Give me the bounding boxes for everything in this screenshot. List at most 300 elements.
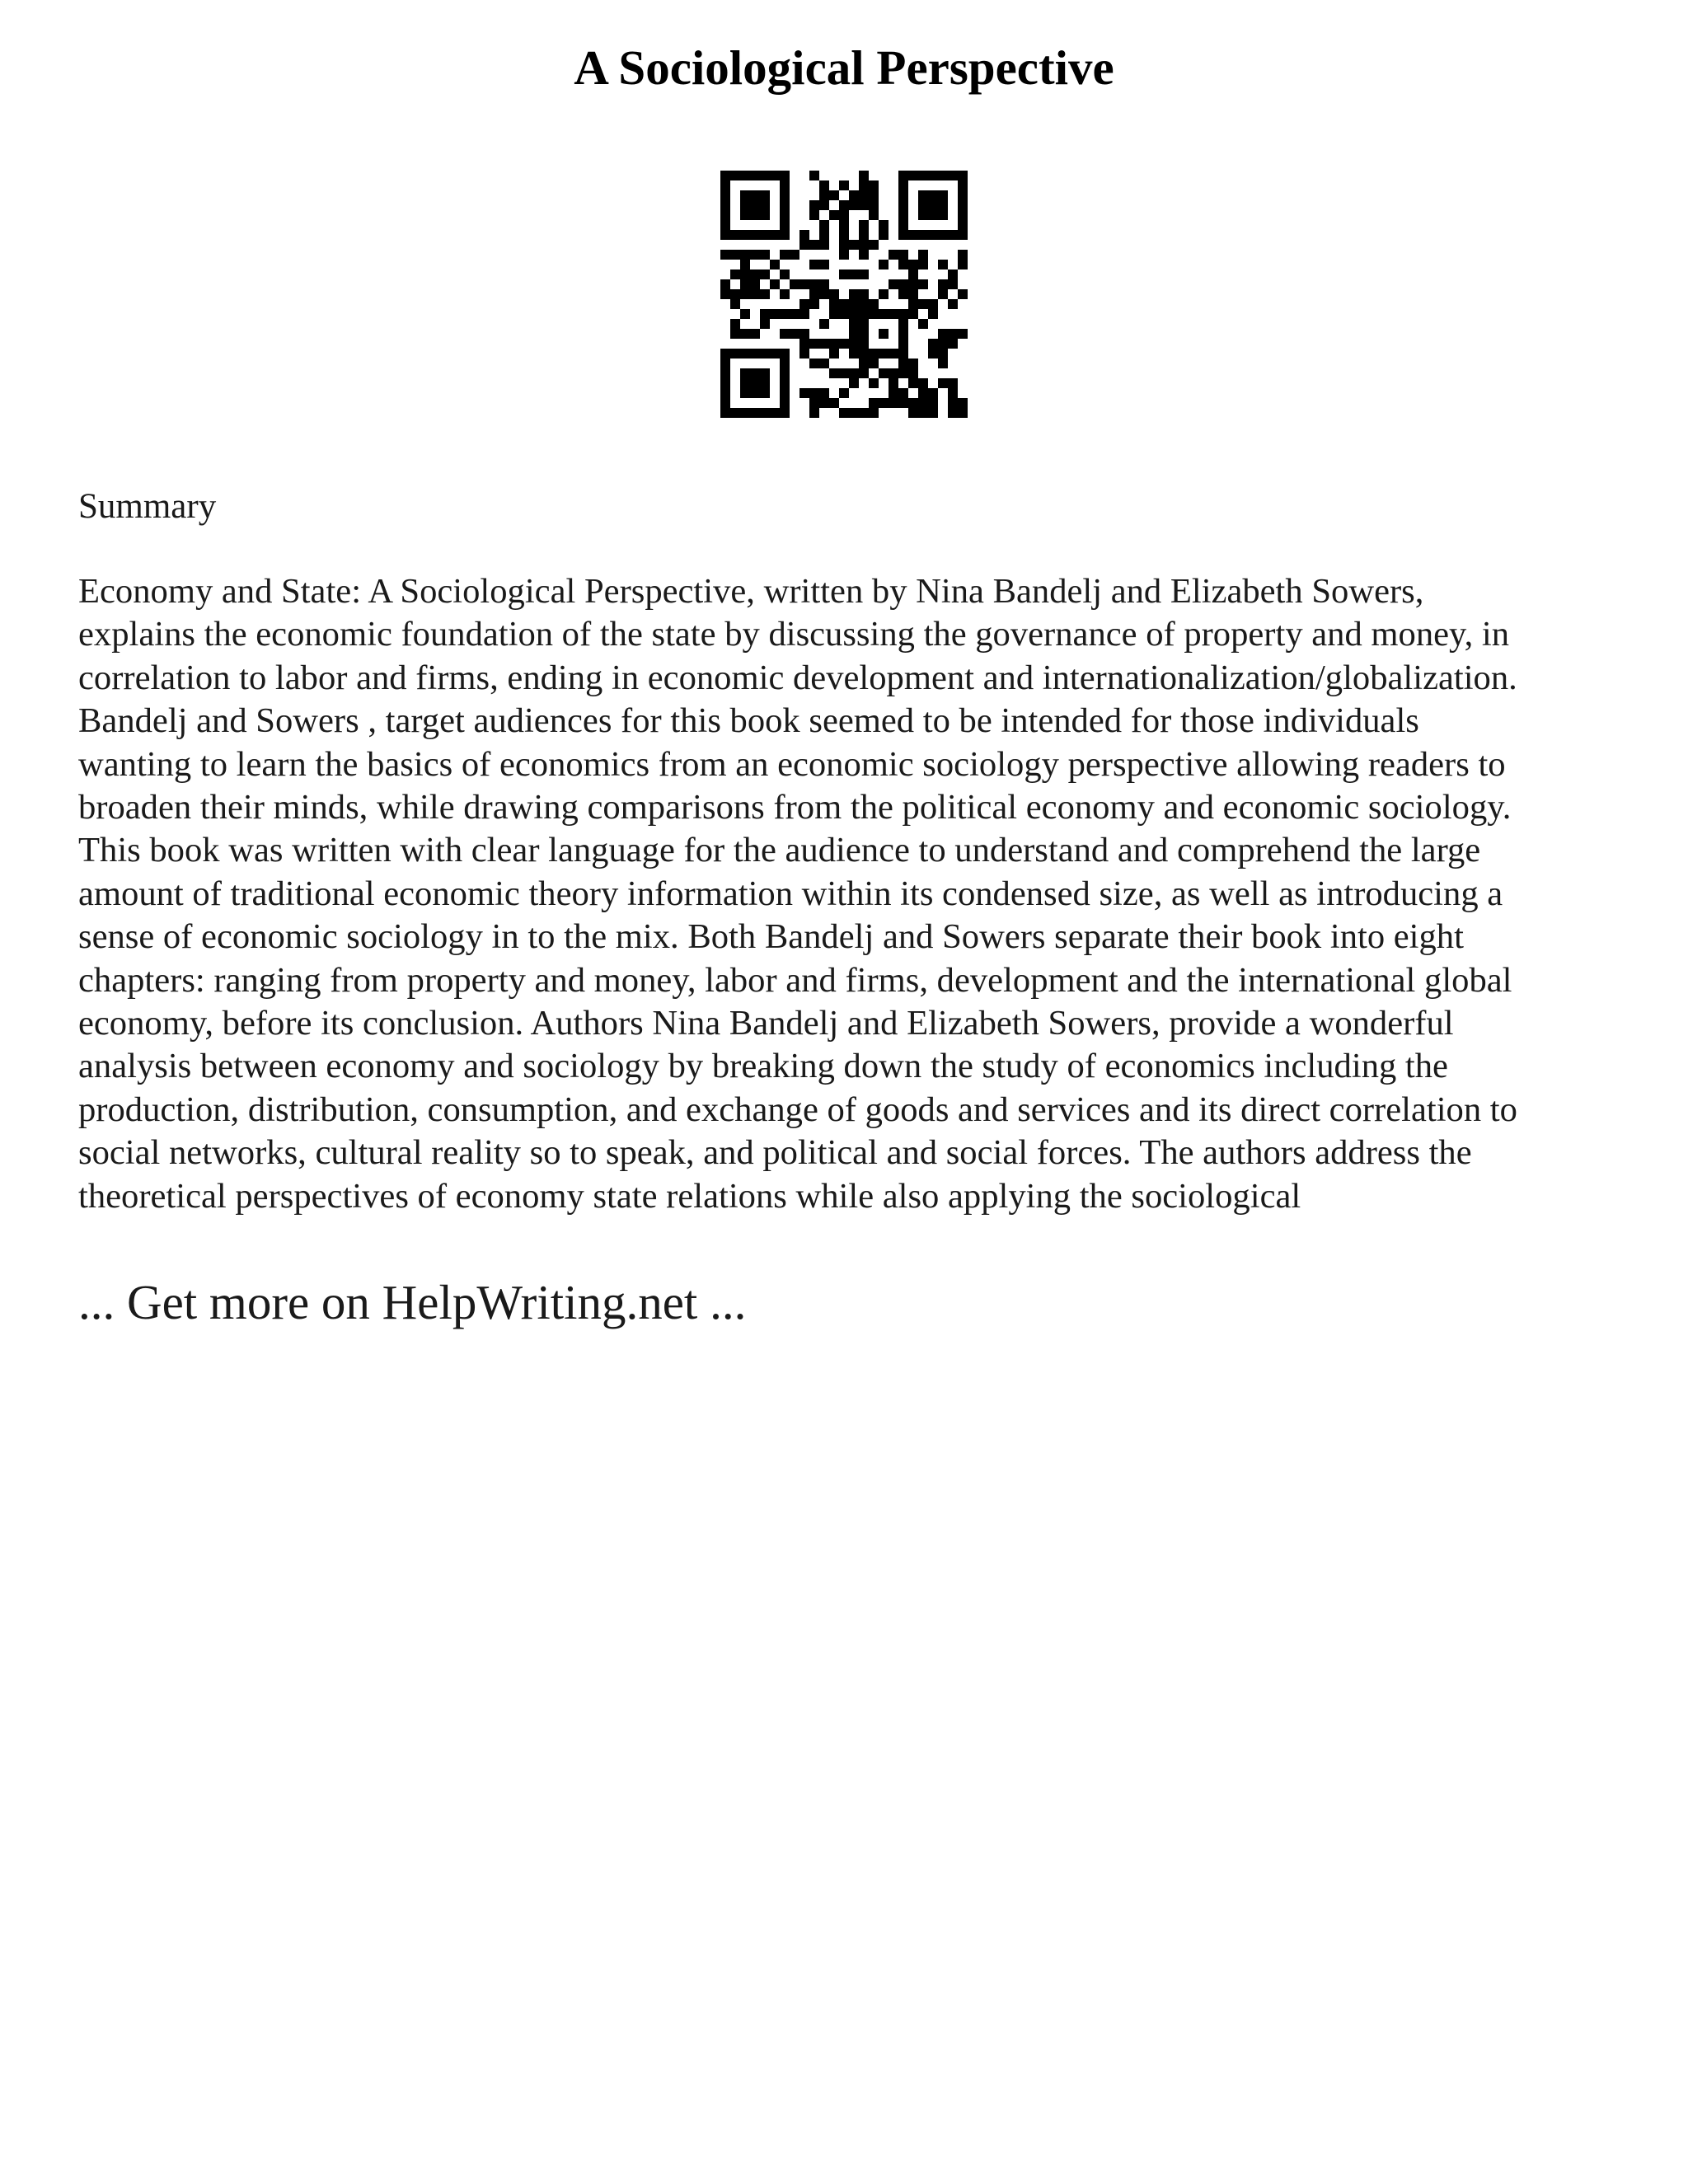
qr-module — [859, 200, 869, 210]
qr-module — [938, 279, 948, 289]
qr-module — [750, 388, 760, 398]
qr-module — [770, 349, 780, 359]
qr-module — [770, 279, 780, 289]
qr-module — [760, 190, 770, 200]
qr-module — [720, 378, 730, 388]
qr-module — [720, 368, 730, 378]
qr-module — [928, 171, 938, 180]
qr-module — [760, 200, 770, 210]
summary-line: correlation to labor and firms, ending in economic development and internationalization/globalization. — [78, 658, 1517, 697]
qr-module — [750, 408, 760, 418]
qr-module — [780, 359, 790, 368]
qr-module — [829, 210, 839, 220]
qr-module — [889, 388, 898, 398]
qr-module — [898, 210, 908, 220]
qr-module — [750, 378, 760, 388]
qr-module — [859, 230, 869, 240]
qr-module — [740, 388, 750, 398]
qr-module — [819, 220, 829, 230]
qr-module — [859, 289, 869, 299]
qr-module — [809, 398, 819, 408]
qr-module — [780, 329, 790, 339]
summary-line: broaden their minds, while drawing comparisons from the political economy and economic sociology. — [78, 788, 1512, 827]
qr-module — [958, 260, 968, 269]
qr-module — [849, 269, 859, 279]
qr-module — [938, 359, 948, 368]
qr-module — [898, 279, 908, 289]
qr-module — [799, 388, 809, 398]
qr-module — [750, 349, 760, 359]
qr-module — [760, 368, 770, 378]
qr-module — [740, 230, 750, 240]
qr-module — [809, 200, 819, 210]
summary-line: analysis between economy and sociology by breaking down the study of economics including the — [78, 1047, 1448, 1086]
qr-module — [760, 378, 770, 388]
qr-module — [908, 269, 918, 279]
qr-module — [898, 339, 908, 349]
qr-module — [780, 398, 790, 408]
qr-module — [839, 240, 849, 250]
qr-module — [879, 368, 889, 378]
qr-module — [809, 260, 819, 269]
qr-module — [908, 378, 918, 388]
summary-line: amount of traditional economic theory information within its condensed size, as well as introducing a — [78, 874, 1503, 913]
qr-module — [829, 339, 839, 349]
qr-module — [780, 171, 790, 180]
qr-module — [918, 299, 928, 309]
qr-module — [760, 289, 770, 299]
qr-module — [740, 408, 750, 418]
qr-module — [898, 190, 908, 200]
qr-module — [740, 171, 750, 180]
qr-module — [938, 230, 948, 240]
qr-module — [958, 220, 968, 230]
qr-module — [770, 260, 780, 269]
qr-module — [898, 250, 908, 260]
qr-module — [938, 378, 948, 388]
qr-module — [889, 398, 898, 408]
qr-module — [859, 349, 869, 359]
qr-module — [879, 220, 889, 230]
qr-module — [839, 269, 849, 279]
page-title: A Sociological Perspective — [574, 40, 1114, 95]
qr-module — [720, 210, 730, 220]
qr-module — [839, 309, 849, 319]
qr-module — [799, 240, 809, 250]
qr-module — [948, 230, 958, 240]
qr-module — [760, 319, 770, 329]
qr-module — [740, 190, 750, 200]
qr-module — [918, 279, 928, 289]
qr-module — [750, 230, 760, 240]
qr-module — [879, 309, 889, 319]
qr-module — [898, 260, 908, 269]
qr-module — [898, 319, 908, 329]
qr-module — [819, 359, 829, 368]
qr-module — [889, 368, 898, 378]
qr-module — [958, 190, 968, 200]
qr-module — [750, 289, 760, 299]
qr-module — [928, 388, 938, 398]
qr-module — [908, 171, 918, 180]
summary-line: explains the economic foundation of the state by discussing the governance of property and money, in — [78, 615, 1510, 654]
qr-module — [799, 279, 809, 289]
qr-module — [908, 260, 918, 269]
qr-module — [859, 240, 869, 250]
qr-module — [750, 269, 760, 279]
qr-module — [928, 200, 938, 210]
summary-line: Economy and State: A Sociological Perspective, written by Nina Bandelj and Elizabeth Sowers, — [78, 572, 1424, 611]
summary-line: wanting to learn the basics of economics from an economic sociology perspective allowing readers to — [78, 744, 1506, 784]
qr-module — [760, 349, 770, 359]
qr-module — [948, 339, 958, 349]
qr-module — [720, 398, 730, 408]
qr-module — [869, 200, 879, 210]
qr-module — [849, 349, 859, 359]
qr-module — [859, 339, 869, 349]
qr-module — [859, 220, 869, 230]
qr-module — [720, 250, 730, 260]
qr-module — [918, 408, 928, 418]
qr-module — [839, 230, 849, 240]
qr-module — [918, 250, 928, 260]
qr-module — [740, 309, 750, 319]
qr-module — [918, 388, 928, 398]
qr-module — [809, 299, 819, 309]
qr-module — [770, 171, 780, 180]
qr-module — [898, 220, 908, 230]
qr-module — [918, 210, 928, 220]
qr-module — [740, 269, 750, 279]
qr-module — [859, 319, 869, 329]
qr-module — [819, 279, 829, 289]
qr-module — [809, 388, 819, 398]
qr-module — [809, 339, 819, 349]
qr-module — [760, 250, 770, 260]
qr-module — [928, 349, 938, 359]
qr-module — [908, 289, 918, 299]
qr-module — [750, 329, 760, 339]
summary-line: Bandelj and Sowers , target audiences for this book seemed to be intended for those individuals — [78, 701, 1419, 741]
qr-module — [869, 359, 879, 368]
qr-module — [799, 339, 809, 349]
qr-module — [938, 190, 948, 200]
qr-module — [928, 210, 938, 220]
qr-module — [958, 250, 968, 260]
qr-module — [938, 210, 948, 220]
qr-module — [948, 269, 958, 279]
qr-module — [918, 230, 928, 240]
qr-module — [938, 200, 948, 210]
summary-line: social networks, cultural reality so to speak, and political and social forces. The authors address the — [78, 1133, 1472, 1173]
qr-module — [720, 359, 730, 368]
qr-module — [819, 260, 829, 269]
qr-module — [898, 309, 908, 319]
qr-module — [958, 408, 968, 418]
qr-module — [948, 408, 958, 418]
qr-module — [928, 339, 938, 349]
qr-module — [780, 200, 790, 210]
qr-module — [829, 309, 839, 319]
qr-module — [839, 250, 849, 260]
qr-module — [720, 388, 730, 398]
qr-module — [740, 289, 750, 299]
qr-module — [790, 279, 799, 289]
qr-module — [780, 408, 790, 418]
summary-line: theoretical perspectives of economy state relations while also applying the sociological — [78, 1176, 1301, 1216]
qr-module — [928, 408, 938, 418]
qr-module — [740, 279, 750, 289]
qr-module — [760, 388, 770, 398]
qr-module — [839, 180, 849, 190]
qr-module — [730, 289, 740, 299]
qr-module — [720, 279, 730, 289]
qr-module — [780, 289, 790, 299]
qr-module — [958, 200, 968, 210]
qr-module — [879, 260, 889, 269]
qr-module — [869, 309, 879, 319]
qr-module — [948, 279, 958, 289]
qr-module — [859, 368, 869, 378]
qr-module — [839, 210, 849, 220]
qr-module — [879, 230, 889, 240]
summary-line: production, distribution, consumption, and exchange of goods and services and its direct correlation to — [78, 1090, 1517, 1129]
qr-module — [849, 309, 859, 319]
qr-module — [849, 200, 859, 210]
qr-module — [938, 349, 948, 359]
qr-module — [780, 180, 790, 190]
qr-module — [918, 398, 928, 408]
qr-module — [928, 230, 938, 240]
qr-module — [849, 289, 859, 299]
qr-module — [898, 289, 908, 299]
qr-module — [898, 368, 908, 378]
qr-module — [958, 398, 968, 408]
qr-module — [898, 398, 908, 408]
qr-module — [918, 171, 928, 180]
qr-module — [770, 408, 780, 418]
qr-module — [760, 408, 770, 418]
qr-module — [898, 349, 908, 359]
qr-module — [730, 319, 740, 329]
qr-module — [740, 200, 750, 210]
qr-module — [908, 359, 918, 368]
qr-module — [869, 210, 879, 220]
qr-module — [898, 171, 908, 180]
qr-module — [799, 309, 809, 319]
summary-line: economy, before its conclusion. Authors Nina Bandelj and Elizabeth Sowers, provide a wonderful — [78, 1004, 1454, 1043]
qr-module — [740, 329, 750, 339]
qr-module — [889, 279, 898, 289]
qr-module — [869, 190, 879, 200]
qr-module — [750, 368, 760, 378]
qr-module — [740, 349, 750, 359]
qr-module — [730, 171, 740, 180]
qr-module — [958, 289, 968, 299]
qr-module — [720, 171, 730, 180]
qr-module — [898, 180, 908, 190]
qr-module — [740, 260, 750, 269]
qr-module — [928, 309, 938, 319]
qr-module — [948, 171, 958, 180]
qr-module — [819, 388, 829, 398]
qr-module — [829, 398, 839, 408]
qr-module — [859, 309, 869, 319]
qr-module — [760, 171, 770, 180]
get-more-link[interactable]: ... Get more on HelpWriting.net ... — [78, 1275, 747, 1329]
qr-module — [750, 190, 760, 200]
qr-module — [839, 299, 849, 309]
qr-module — [869, 408, 879, 418]
qr-module — [908, 398, 918, 408]
qr-module — [799, 230, 809, 240]
qr-module — [938, 339, 948, 349]
qr-module — [908, 309, 918, 319]
qr-module — [849, 408, 859, 418]
qr-module — [819, 180, 829, 190]
qr-module — [889, 250, 898, 260]
qr-module — [908, 368, 918, 378]
qr-module — [918, 190, 928, 200]
qr-module — [720, 408, 730, 418]
qr-module — [948, 329, 958, 339]
qr-module — [869, 299, 879, 309]
qr-module — [720, 190, 730, 200]
qr-module — [889, 309, 898, 319]
qr-module — [898, 359, 908, 368]
qr-module — [918, 260, 928, 269]
qr-module — [780, 210, 790, 220]
qr-module — [790, 309, 799, 319]
summary-line: This book was written with clear language for the audience to understand and comprehend the large — [78, 831, 1481, 870]
qr-module — [879, 349, 889, 359]
qr-module — [799, 349, 809, 359]
qr-module — [859, 190, 869, 200]
qr-module — [859, 359, 869, 368]
qr-module — [898, 329, 908, 339]
qr-module — [928, 299, 938, 309]
section-label: Summary — [78, 487, 217, 526]
qr-module — [839, 339, 849, 349]
qr-module — [730, 250, 740, 260]
qr-module — [948, 378, 958, 388]
qr-module — [829, 289, 839, 299]
qr-code-icon — [720, 171, 968, 418]
qr-module — [740, 210, 750, 220]
qr-module — [849, 319, 859, 329]
qr-module — [750, 210, 760, 220]
qr-module — [908, 408, 918, 418]
qr-module — [770, 309, 780, 319]
qr-module — [918, 200, 928, 210]
qr-module — [928, 398, 938, 408]
qr-module — [819, 289, 829, 299]
qr-module — [829, 368, 839, 378]
qr-module — [958, 210, 968, 220]
qr-module — [948, 388, 958, 398]
qr-module — [730, 269, 740, 279]
qr-module — [938, 171, 948, 180]
qr-module — [849, 190, 859, 200]
qr-module — [859, 269, 869, 279]
qr-module — [869, 398, 879, 408]
qr-module — [740, 368, 750, 378]
qr-module — [809, 359, 819, 368]
qr-module — [879, 289, 889, 299]
qr-module — [780, 309, 790, 319]
qr-module — [889, 378, 898, 388]
qr-module — [859, 171, 869, 180]
qr-module — [809, 289, 819, 299]
qr-module — [839, 220, 849, 230]
qr-module — [879, 329, 889, 339]
qr-module — [819, 200, 829, 210]
qr-module — [829, 190, 839, 200]
qr-module — [809, 408, 819, 418]
qr-module — [839, 200, 849, 210]
qr-module — [829, 299, 839, 309]
qr-module — [799, 299, 809, 309]
qr-module — [780, 250, 790, 260]
qr-module — [898, 230, 908, 240]
qr-module — [819, 190, 829, 200]
qr-module — [750, 200, 760, 210]
qr-module — [869, 180, 879, 190]
qr-module — [809, 240, 819, 250]
qr-module — [839, 408, 849, 418]
qr-module — [780, 378, 790, 388]
summary-line: sense of economic sociology in to the mix. Both Bandelj and Sowers separate their book into eight — [78, 917, 1464, 957]
qr-module — [780, 368, 790, 378]
qr-module — [869, 240, 879, 250]
qr-module — [809, 210, 819, 220]
qr-module — [720, 180, 730, 190]
qr-module — [819, 398, 829, 408]
qr-module — [938, 260, 948, 269]
qr-module — [730, 299, 740, 309]
qr-module — [898, 200, 908, 210]
qr-module — [889, 349, 898, 359]
qr-module — [780, 349, 790, 359]
qr-module — [938, 289, 948, 299]
qr-module — [760, 269, 770, 279]
qr-module — [720, 289, 730, 299]
qr-module — [819, 319, 829, 329]
qr-module — [918, 319, 928, 329]
qr-module — [839, 388, 849, 398]
qr-module — [730, 230, 740, 240]
qr-module — [859, 408, 869, 418]
qr-module — [720, 349, 730, 359]
qr-module — [730, 329, 740, 339]
qr-module — [720, 230, 730, 240]
qr-module — [928, 190, 938, 200]
qr-module — [869, 378, 879, 388]
qr-module — [908, 230, 918, 240]
qr-module — [730, 349, 740, 359]
qr-module — [780, 230, 790, 240]
qr-module — [859, 180, 869, 190]
summary-paragraph — [78, 570, 1628, 1218]
qr-module — [908, 279, 918, 289]
qr-module — [780, 220, 790, 230]
qr-module — [859, 329, 869, 339]
qr-module — [829, 349, 839, 359]
qr-module — [720, 200, 730, 210]
qr-module — [809, 279, 819, 289]
qr-module — [760, 230, 770, 240]
qr-module — [740, 378, 750, 388]
